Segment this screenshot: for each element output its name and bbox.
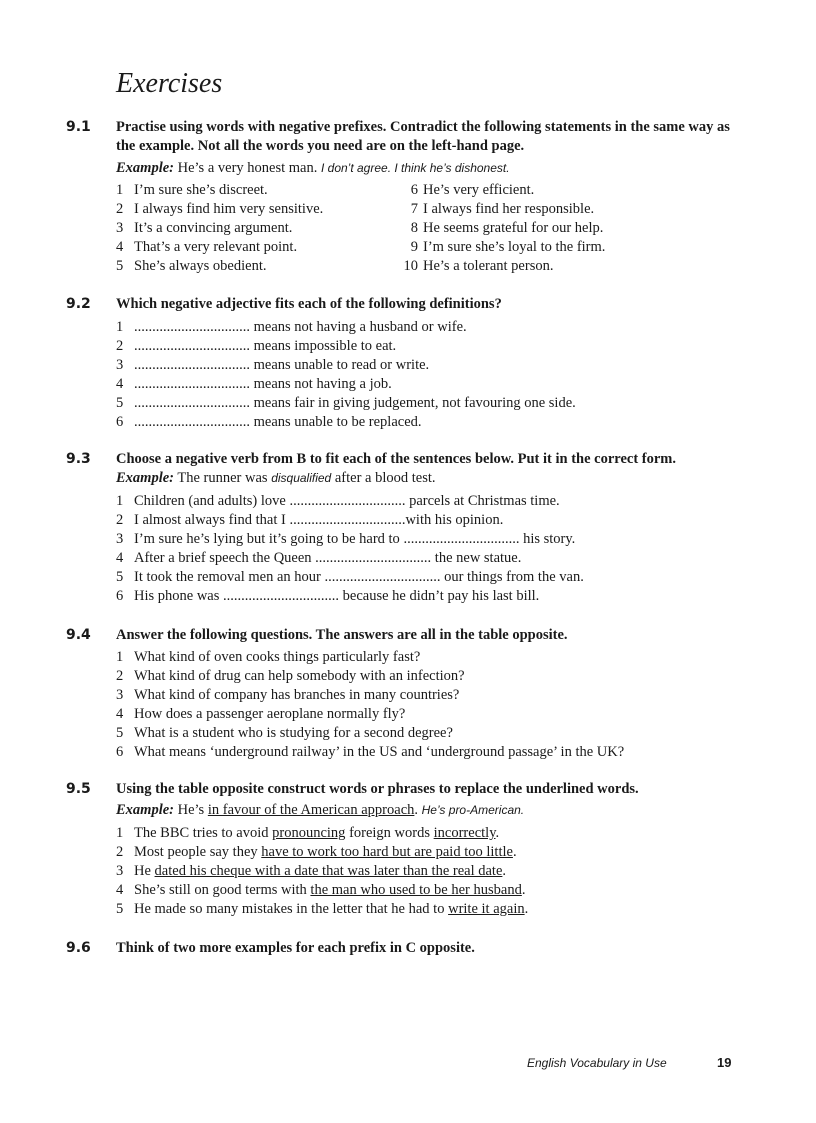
footer-book-title: English Vocabulary in Use	[527, 1056, 667, 1070]
list-item: 3 He dated his cheque with a date that was later than the real date.	[116, 863, 507, 879]
exercise-number: 9.3	[66, 451, 91, 467]
list-item: 4 ................................ means not having a job.	[116, 376, 392, 392]
list-item: 5 It took the removal men an hour ................................ our things from the van.	[116, 569, 584, 585]
exercise-number: 9.5	[66, 781, 91, 797]
list-item: 2 ................................ means impossible to eat.	[116, 338, 397, 354]
list-item: 6 He’s very efficient.	[410, 182, 535, 198]
exercise-instruction: Which negative adjective fits each of the following definitions?	[116, 296, 502, 312]
answer-blank: ................................	[134, 414, 250, 430]
underlined-phrase: incorrectly	[433, 825, 496, 841]
underlined-phrase: in favour of the American approach	[207, 802, 415, 818]
list-item: 5 ................................ means fair in giving judgement, not favouring one side.	[116, 395, 576, 411]
list-item: 1 I’m sure she’s discreet.	[116, 182, 268, 198]
list-item: 4 How does a passenger aeroplane normally fly?	[116, 706, 406, 722]
exercise-instruction: Choose a negative verb from B to fit each of the sentences below. Put it in the correct form.	[116, 451, 677, 467]
list-item: 4 That’s a very relevant point.	[116, 239, 298, 255]
list-item: 7 I always find her responsible.	[410, 201, 595, 217]
example-label: Example:	[116, 160, 174, 176]
underlined-phrase: dated his cheque with a date that was later than the real date	[154, 863, 503, 879]
answer-blank: ................................	[134, 395, 250, 411]
list-item: 6 ................................ means unable to be replaced.	[116, 414, 422, 430]
underlined-phrase: have to work too hard but are paid too little	[261, 844, 513, 860]
page-title: Exercises	[116, 68, 223, 99]
list-item: 6 His phone was ................................ because he didn’t pay his last bill.	[116, 588, 540, 604]
example-answer: disqualified	[271, 471, 332, 485]
example-label: Example:	[116, 470, 174, 486]
list-item: 2 Most people say they have to work too hard but are paid too little.	[116, 844, 517, 860]
exercise-number: 9.1	[66, 119, 91, 135]
list-item: 2 I almost always find that I ................................with his opinion.	[116, 512, 504, 528]
list-item: 5 What is a student who is studying for a second degree?	[116, 725, 453, 741]
answer-blank: ................................	[134, 319, 250, 335]
list-item: 4 After a brief speech the Queen ................................ the new statue.	[116, 550, 522, 566]
example-answer: He’s pro-American.	[421, 803, 525, 817]
list-item: 3 It’s a convincing argument.	[116, 220, 293, 236]
exercise-number: 9.2	[66, 296, 91, 312]
answer-blank: ................................	[134, 338, 250, 354]
list-item: 4 She’s still on good terms with the man who used to be her husband.	[116, 882, 526, 898]
underlined-phrase: write it again	[448, 901, 525, 917]
list-item: 1 ................................ means not having a husband or wife.	[116, 319, 467, 335]
example-answer: I don’t agree. I think he’s dishonest.	[320, 161, 510, 175]
list-item: 10 He’s a tolerant person.	[403, 258, 554, 274]
exercise-instruction: Think of two more examples for each prefix in C opposite.	[116, 940, 475, 956]
list-item: 8 He seems grateful for our help.	[410, 220, 604, 236]
example	[116, 159, 510, 178]
exercise-number: 9.6	[66, 940, 91, 956]
example-label: Example:	[116, 802, 174, 818]
answer-blank: ................................	[134, 357, 250, 373]
list-item: 3 What kind of company has branches in many countries?	[116, 687, 460, 703]
list-item: 1 What kind of oven cooks things particularly fast?	[116, 649, 421, 665]
answer-blank: ................................	[289, 493, 406, 509]
answer-blank: ................................	[223, 588, 340, 604]
list-item: 5 He made so many mistakes in the letter that he had to write it again.	[116, 901, 529, 917]
exercise-instruction: Practise using words with negative prefixes. Contradict the following statements in the same way as the example. Not all the words you need are on the left-hand page.	[116, 119, 730, 154]
list-item: 1 Children (and adults) love ................................ parcels at Christmas time.	[116, 493, 560, 509]
answer-blank: ................................	[134, 376, 250, 392]
page-number: 19	[717, 1055, 732, 1070]
example-text: He’s a very honest man.	[174, 160, 321, 176]
exercise-number: 9.4	[66, 627, 91, 643]
list-item: 3 I’m sure he’s lying but it’s going to be hard to ................................ his story.	[116, 531, 576, 547]
list-item: 5 She’s always obedient.	[116, 258, 267, 274]
exercise-instruction: Answer the following questions. The answers are all in the table opposite.	[116, 627, 568, 643]
answer-blank: ................................	[289, 512, 406, 528]
list-item: 1 The BBC tries to avoid pronouncing foreign words incorrectly.	[116, 825, 500, 841]
list-item: 6 What means ‘underground railway’ in the US and ‘underground passage’ in the UK?	[116, 744, 625, 760]
example: Example: The runner was disqualified after a blood test.	[116, 470, 436, 486]
underlined-phrase: the man who used to be her husband	[310, 882, 522, 898]
answer-blank: ................................	[403, 531, 520, 547]
list-item: 2 I always find him very sensitive.	[116, 201, 324, 217]
answer-blank: ................................	[315, 550, 432, 566]
list-item: 3 ................................ means unable to read or write.	[116, 357, 430, 373]
answer-blank: ................................	[324, 569, 441, 585]
underlined-phrase: pronouncing	[272, 825, 346, 841]
list-item: 9 I’m sure she’s loyal to the firm.	[410, 239, 606, 255]
list-item: 2 What kind of drug can help somebody with an infection?	[116, 668, 465, 684]
example: Example: He’s in favour of the American approach. He’s pro-American.	[116, 802, 525, 818]
exercise-instruction: Using the table opposite construct words or phrases to replace the underlined words.	[116, 781, 639, 797]
